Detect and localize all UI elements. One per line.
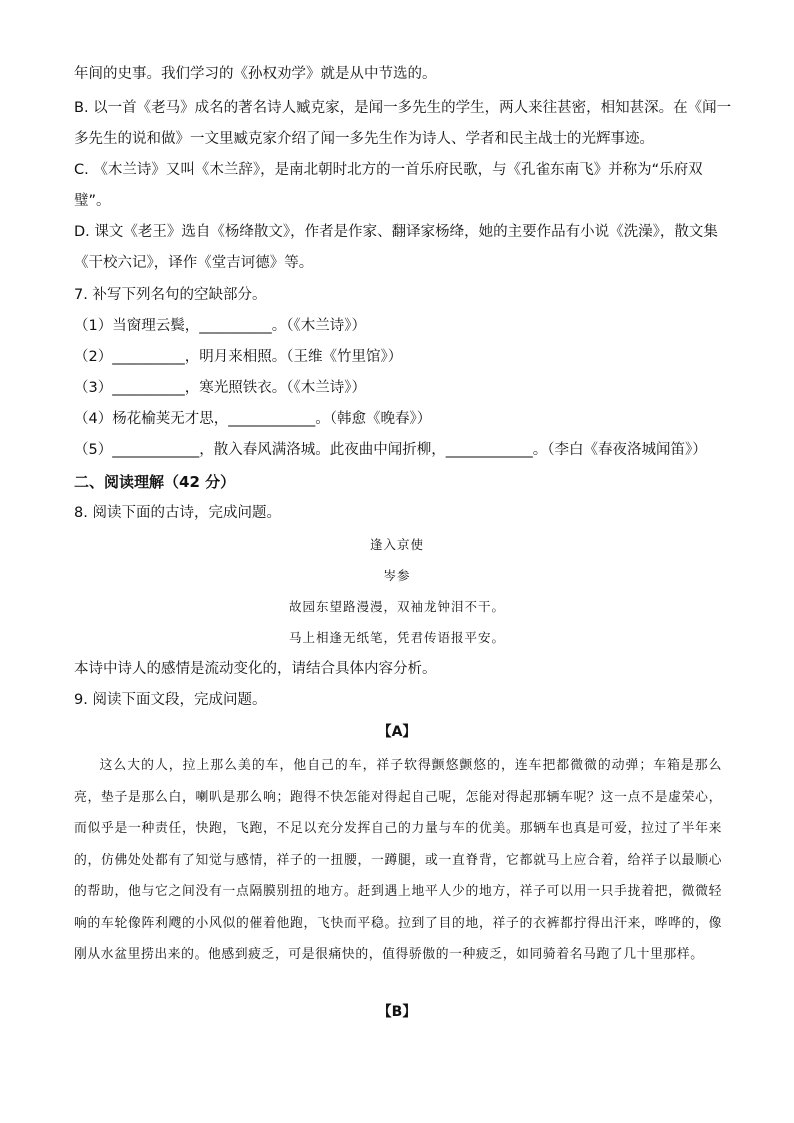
blank-item-1: （1）当窗理云鬓，__________。（《木兰诗》）	[74, 318, 366, 334]
poem-title: 逢入京使	[369, 537, 424, 552]
poem-line: 马上相逢无纸笔，凭君传语报平安。	[288, 630, 505, 645]
passage-a: 这么大的人，拉上那么美的车，他自己的车，祥子软得颤悠颤悠的，连车把都微微的动弹；车箱是那么亮，垫子是那么白，喇叭是那么响；跑得不快怎能对得起自己呢，怎能对得起那辆车呢？这一点不是虚荣心，而似乎是一种责任，快跑，飞跑，不足以充分发挥自己的力量与车的优美。那辆车也真是可爱，拉过了半年来的，仿佛处处都有了知觉与感情，祥子的一扭腰，一蹲腿，或一直脊背，它都就马上应合着，给祥子以最顺心的帮助，他与它之间没有一点隔膜别扭的地方。赶到遇上地平人少的地方，祥子可以用一只手拢着把，微微轻响的车轮像阵利飕的小风似的催着他跑，飞快而平稳。拉到了目的地，祥子的衣裤都拧得出汗来，哗哗的，像刚从水盆里捞出来的。他感到疲乏，可是很痛快的，值得骄傲的一种疲乏，如同骑着名马跑了几十里那样。	[74, 758, 722, 962]
question-8: 8. 阅读下面的古诗，完成问题。	[74, 505, 281, 521]
text-line: 璧”。	[74, 193, 111, 209]
question-7: 7. 补写下列名句的空缺部分。	[74, 287, 267, 303]
text-line: 多先生的说和做》一文里臧克家介绍了闻一多先生作为诗人、学者和民主战士的光辉事迹。	[74, 131, 654, 147]
poem-line: 故园东望路漫漫，双袖龙钟泪不干。	[288, 599, 505, 614]
blank-item-4: （4）杨花榆荚无才思，____________。（韩愈《晚春》）	[74, 411, 432, 427]
section-heading: 二、阅读理解（42 分）	[74, 473, 236, 491]
text-line: 年间的史事。我们学习的《孙权劝学》就是从中节选的。	[74, 66, 437, 82]
poem-author: 岑参	[383, 568, 411, 583]
option-d-line: D. 课文《老王》选自《杨绛散文》，作者是作家、翻译家杨绛，她的主要作品有小说《洗澡》，散文集	[74, 224, 718, 240]
passage-b-label: 【B】	[377, 1004, 417, 1020]
option-b-line: B. 以一首《老马》成名的著名诗人臧克家，是闻一多先生的学生，两人来往甚密，相知甚深。在《闻一	[74, 100, 732, 116]
question-9: 9. 阅读下面文段，完成问题。	[74, 692, 267, 708]
blank-item-5: （5）____________，散入春风满洛城。此夜曲中闻折柳，____________。（李白《春夜洛城闻笛》）	[74, 442, 707, 458]
blank-item-3: （3）__________，寒光照铁衣。（《木兰诗》）	[74, 380, 366, 396]
option-c-line: C. 《木兰诗》又叫《木兰辞》，是南北朝时北方的一首乐府民歌，与《孔雀东南飞》并称为“乐府双	[74, 162, 703, 178]
passage-a-label: 【A】	[377, 724, 417, 740]
text-line: 《干校六记》，译作《堂吉诃德》等。	[74, 255, 314, 271]
blank-item-2: （2）__________，明月来相照。（王维《竹里馆》）	[74, 349, 403, 365]
question-8-prompt: 本诗中诗人的感情是流动变化的，请结合具体内容分析。	[74, 661, 437, 677]
